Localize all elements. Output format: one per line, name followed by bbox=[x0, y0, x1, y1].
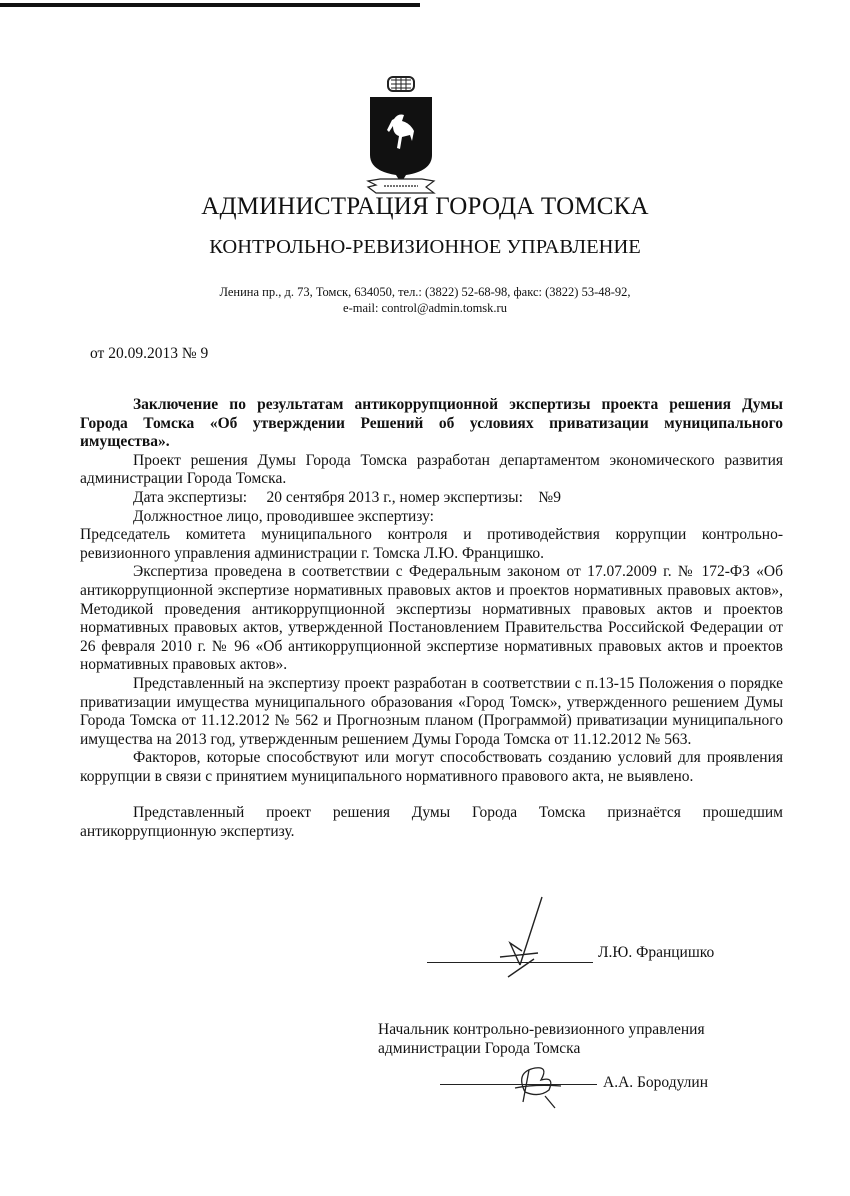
signature-line bbox=[440, 1084, 597, 1085]
signature-francishko bbox=[480, 895, 570, 985]
address-line: Ленина пр., д. 73, Томск, 634050, тел.: (3822) 52-68-98, факс: (3822) 53-48-92, bbox=[219, 285, 631, 299]
date-label: Дата экспертизы: bbox=[133, 488, 248, 506]
email-line: e-mail: control@admin.tomsk.ru bbox=[343, 301, 507, 315]
date-value: 20 сентября 2013 г., номер экспертизы: bbox=[266, 488, 523, 506]
head-title-line: администрации Города Томска bbox=[378, 1040, 581, 1057]
paragraph-developer: Проект решения Думы Города Томска разработан департаментом экономического развития администрации Города Томска. bbox=[80, 451, 783, 488]
signature-borodulin bbox=[505, 1062, 575, 1112]
head-title-line: Начальник контрольно-ревизионного управления bbox=[378, 1021, 705, 1038]
head-title bbox=[378, 1020, 705, 1058]
signature-line bbox=[427, 962, 593, 963]
address-block bbox=[0, 284, 850, 316]
head-name: А.А. Бородулин bbox=[603, 1074, 708, 1091]
paragraph-legal-basis: Экспертиза проведена в соответствии с Федеральным законом от 17.07.2009 г. № 172-ФЗ «Об антикоррупционной экспертизе нормативных правовых актов и проектов нормативных правовых актов», Методикой проведения антикоррупционной экспертизы нормативных правовых актов и проектов нормативных правовых актов, утвержденной Постановлением Правительства Российской Федерации от 26 февраля 2010 г. № 96 «Об антикоррупционной экспертизе нормативных правовых актов и проектов нормативных правовых актов». bbox=[80, 563, 783, 674]
scan-artifact-bar bbox=[0, 3, 420, 7]
department-name: КОНТРОЛЬНО-РЕВИЗИОННОЕ УПРАВЛЕНИЕ bbox=[209, 236, 641, 258]
expertise-number: №9 bbox=[538, 488, 561, 506]
paragraph-project-basis: Представленный на экспертизу проект разработан в соответствии с п.13-15 Положения о порядке приватизации имущества муниципального образования «Город Томск», утвержденного решением Думы Города Томска от 11.12.2012 № 562 и Прогнозным планом (Программой) приватизации муниципального имущества на 2013 год, утвержденным решением Думы Города Томска от 11.12.2012 № 563. bbox=[80, 674, 783, 748]
paragraph-findings: Факторов, которые способствуют или могут способствовать созданию условий для проявления коррупции в связи с принятием муниципального нормативного правового акта, не выявлено. bbox=[80, 749, 783, 785]
document-title: Заключение по результатам антикоррупционной экспертизы проекта решения Думы Города Томска «Об утверждении Решений об условиях приватизации муниципального имущества». bbox=[80, 396, 783, 451]
expert-name: Л.Ю. Францишко bbox=[598, 944, 715, 961]
tomsk-coat-of-arms-icon bbox=[366, 75, 436, 197]
document-date-number: от 20.09.2013 № 9 bbox=[90, 345, 209, 362]
paragraph-conclusion: Представленный проект решения Думы Города Томска признаётся прошедшим антикоррупционную экспертизу. bbox=[80, 804, 783, 841]
document-body bbox=[80, 396, 783, 842]
official-label: Должностное лицо, проводившее экспертизу: bbox=[133, 507, 434, 525]
official-person: Председатель комитета муниципального контроля и противодействия коррупции контрольно-ревизионного управления администрации г. Томска Л.Ю. Францишко. bbox=[80, 526, 783, 562]
expertise-date-line bbox=[80, 489, 783, 508]
organization-name: АДМИНИСТРАЦИЯ ГОРОДА ТОМСКА bbox=[201, 193, 649, 220]
